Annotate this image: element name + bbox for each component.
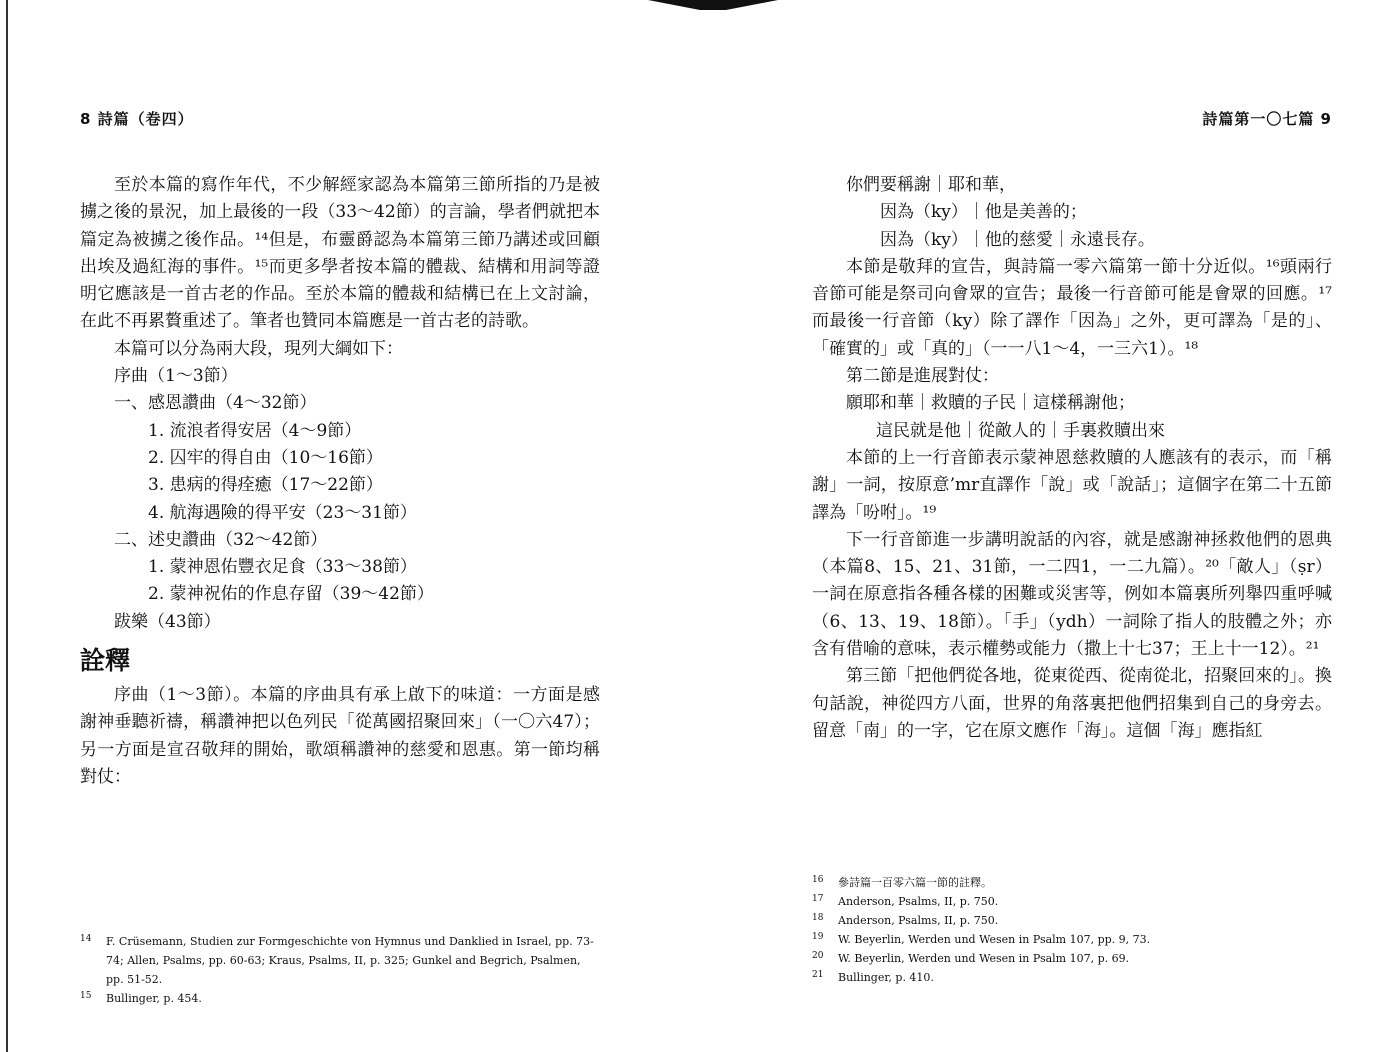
footnotes — [80, 932, 600, 1008]
running-head: 8 詩篇（卷四） — [80, 110, 194, 128]
footnote-number: 17 — [812, 894, 824, 904]
footnote — [812, 873, 1332, 892]
paragraph: 下一行音節進一步講明說話的內容，就是感謝神拯救他們的恩典（本篇8、15、21、31節，一二四1，一二九篇）。²⁰「敵人」（ṣr）一詞在原意指各種各樣的困難或災害等，例如本篇裏所列舉四重呼喊（6、13、19、18節）。「手」（ydh）一詞除了指人的肢體之外；亦含有借喻的意味，表示權勢或能力（撒上十七37；王上十一12）。²¹ — [812, 529, 1332, 660]
paragraph: 本節的上一行音節表示蒙神恩慈救贖的人應該有的表示，而「稱謝」一詞，按原意’mr直譯作「說」或「說話」；這個字在第二十五節譯為「吩咐」。¹⁹ — [812, 447, 1332, 523]
verse-line: 你們要稱謝｜耶和華， — [846, 175, 1016, 195]
footnote-number: 19 — [812, 932, 824, 942]
outline-list — [80, 363, 600, 636]
footnote — [80, 989, 600, 1008]
footnote-number: 18 — [812, 913, 824, 923]
paragraph: 第三節「把他們從各地，從東從西、從南從北，招聚回來的」。換句話說，神從四方八面，世界的角落裏把他們招集到自己的身旁去。留意「南」的一字，它在原文應作「海」。這個「海」應指紅 — [812, 666, 1332, 741]
footnote-text: F. Crüsemann, Studien zur Formgeschichte von Hymnus und Danklied in Israel, pp. 73-74; Allen, Psalms, pp. 60-63; Kraus, Psalms, II, p. 325; Gunkel and Begrich, Psalmen, pp. 51-52. — [106, 935, 594, 986]
right-page-body — [812, 172, 1332, 745]
footnote — [812, 892, 1332, 911]
footnote-text: Bullinger, p. 454. — [106, 992, 202, 1005]
footnote — [812, 949, 1332, 968]
paragraph: 至於本篇的寫作年代，不少解經家認為本篇第三節所指的乃是被擄之後的景況，加上最後的一段（33～42節）的言論，學者們就把本篇定為被擄之後作品。¹⁴但是，布靈爵認為本篇第三節乃講述或回顧出埃及過紅海的事件。¹⁵而更多學者按本篇的體裁、結構和用詞等證明它應該是一首古老的作品。至於本篇的體裁和結構已在上文討論，在此不再累贅重述了。筆者也贊同本篇應是一首古老的詩歌。 — [80, 175, 600, 332]
paragraph: 第二節是進展對仗： — [846, 366, 999, 387]
outline-item: 一、感恩讚曲（4～32節） — [114, 393, 317, 414]
footnote — [80, 932, 600, 989]
outline-item: 1. 流浪者得安居（4～9節） — [148, 420, 362, 441]
section-heading: 詮釋 — [80, 646, 131, 676]
outline-item: 序曲（1～3節） — [114, 366, 238, 387]
footnote — [812, 911, 1332, 930]
binding-mark — [648, 0, 778, 10]
running-head: 詩篇第一〇七篇 9 — [1202, 110, 1332, 128]
footnote-number: 21 — [812, 970, 824, 980]
footnote-text: 參詩篇一百零六篇一節的註釋。 — [838, 876, 992, 889]
outline-intro: 本篇可以分為兩大段，現列大綱如下： — [114, 338, 403, 359]
footnote-text: Anderson, Psalms, II, p. 750. — [838, 895, 999, 908]
outline-item: 2. 蒙神祝佑的作息存留（39～42節） — [148, 584, 434, 605]
footnote-number: 14 — [80, 934, 92, 944]
paragraph: 本節是敬拜的宣告，與詩篇一零六篇第一節十分近似。¹⁶頭兩行音節可能是祭司向會眾的宣告；最後一行音節可能是會眾的回應。¹⁷而最後一行音節（ky）除了譯作「因為」之外，更可譯為「是的」、「確實的」或「真的」（一一八1～4，一三六1）。¹⁸ — [812, 256, 1332, 359]
paragraph: 序曲（1～3節）。本篇的序曲具有承上啟下的味道：一方面是感謝神垂聽祈禱，稱讚神把以色列民「從萬國招聚回來」（一〇六47）；另一方面是宣召敬拜的開始，歌頌稱讚神的慈愛和恩惠。第一節均稱對仗： — [80, 685, 600, 787]
footnote-text: Bullinger, p. 410. — [838, 971, 934, 984]
footnotes — [812, 873, 1332, 987]
page-edge-line — [6, 0, 8, 1052]
verse-line: 這民就是他｜從敵人的｜手裏救贖出來 — [876, 420, 1165, 441]
footnote-text: W. Beyerlin, Werden und Wesen in Psalm 107, p. 69. — [838, 952, 1130, 965]
footnote-text: W. Beyerlin, Werden und Wesen in Psalm 107, pp. 9, 73. — [838, 933, 1151, 946]
footnote — [812, 930, 1332, 949]
outline-item: 3. 患病的得痊癒（17～22節） — [148, 475, 383, 496]
footnote-number: 20 — [812, 951, 824, 961]
outline-item: 1. 蒙神恩佑豐衣足食（33～38節） — [148, 557, 417, 578]
footnote — [812, 968, 1332, 987]
left-page — [80, 0, 600, 1052]
footnote-text: Anderson, Psalms, II, p. 750. — [838, 914, 999, 927]
outline-item: 4. 航海遇險的得平安（23～31節） — [148, 502, 417, 523]
footnote-number: 15 — [80, 991, 92, 1001]
verse-line: 因為（ky）｜他的慈愛｜永遠長存。 — [880, 229, 1155, 250]
left-page-body — [80, 172, 600, 791]
outline-item: 2. 囚牢的得自由（10～16節） — [148, 447, 383, 468]
outline-item: 跋樂（43節） — [114, 611, 221, 632]
footnote-number: 16 — [812, 875, 824, 885]
verse-line: 因為（ky）｜他是美善的； — [880, 202, 1087, 223]
right-page — [812, 0, 1332, 1052]
outline-item: 二、述史讚曲（32～42節） — [114, 529, 328, 550]
verse-line: 願耶和華｜救贖的子民｜這樣稱謝他； — [846, 393, 1135, 414]
